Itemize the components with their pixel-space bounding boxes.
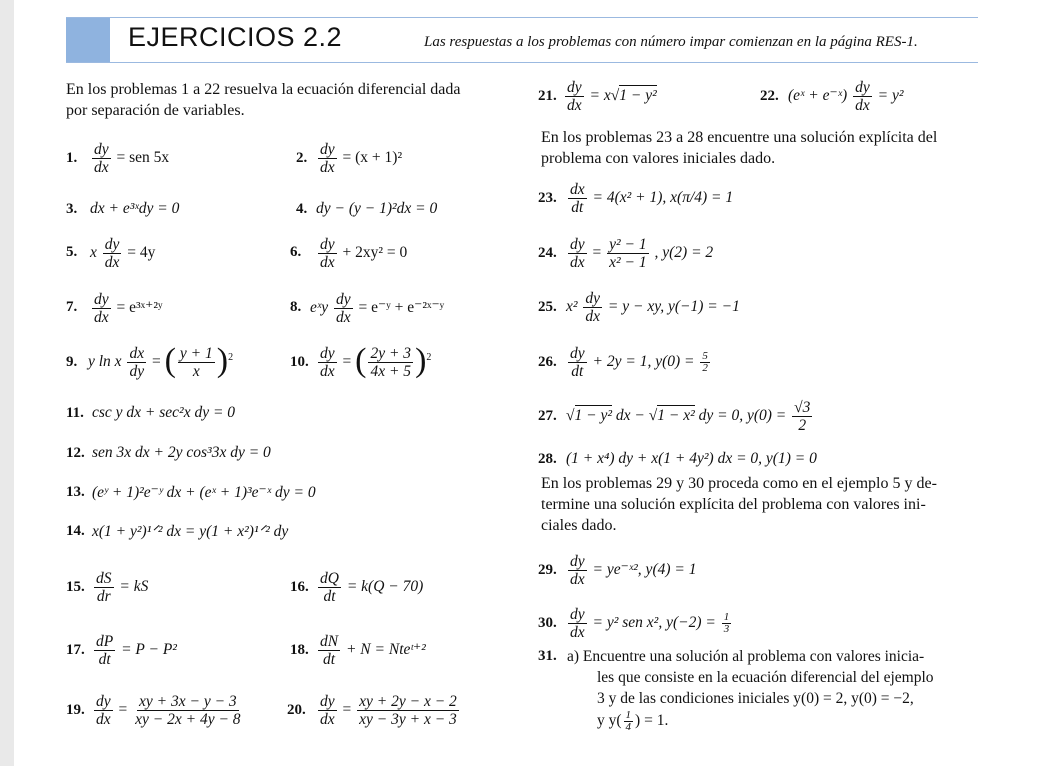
problem-number: 28. [538,451,557,467]
problem-8-equation: eˣy $\frac{dy}{dx}$ = e⁻ʸ + e⁻²ˣ⁻ʸ [310,291,445,326]
problem-15-equation: $\frac{dS}{dr}$ = kS [96,570,149,605]
page-edge-shadow [0,0,14,766]
problem-19-equation: $\frac{dy}{dx}$ = $\frac{xy + 3x - y - 3}{xy - 2x + 4y - 8}$ [96,693,241,728]
problem-17-equation: $\frac{dP}{dt}$ = P − P² [96,633,177,668]
problem-number: 3. [66,201,78,217]
problem-number: 2. [296,150,308,166]
problem-number: 6. [290,244,302,260]
problem-number: 17. [66,642,85,658]
problem-number: 27. [538,408,557,424]
problem-number: 23. [538,190,557,206]
problem-number: 19. [66,702,85,718]
problem-number: 30. [538,615,557,631]
problem-number: 8. [290,299,302,315]
intro3-line-2: termine una solución explícita del problema con valores ini- [541,496,926,513]
intro2-line-2: problema con valores iniciales dado. [541,150,776,167]
problem-20-equation: $\frac{dy}{dx}$ = $\frac{xy + 2y - x - 2}{xy - 3y + x - 3}$ [320,693,457,728]
problem-18-equation: $\frac{dN}{dt}$ + N = Nteᵗ⁺² [320,633,426,668]
problem-22-equation: (eˣ + e⁻ˣ) $\frac{dy}{dx}$ = y² [788,79,904,114]
problem-3-equation: dx + e³ˣdy = 0 [90,200,180,217]
problem-30-equation: $\frac{dy}{dx}$ = y² sen x², y(−2) = $\frac{1}{3}$ [570,606,730,641]
section-title: EJERCICIOS 2.2 [128,22,343,52]
problem-31-line-3: 3 y de las condiciones iniciales y(0) = 2, y(0) = −2, [597,690,914,707]
problem-number: 25. [538,299,557,315]
problem-number: 13. [66,484,85,500]
problem-number: 12. [66,445,85,461]
problem-24-equation: $\frac{dy}{dx}$ = $\frac{\text{y² − 1}}{\text{x² − 1}}$ , y(2) = 2 [570,236,714,271]
problem-31-line-1: a) Encuentre una solución al problema con valores inicia- [567,648,925,665]
problem-31-line-2: les que consiste en la ecuación diferencial del ejemplo [597,669,934,686]
problem-number: 31. [538,648,557,664]
problem-number: 16. [290,579,309,595]
problem-14-equation: x(1 + y²)¹ᐟ² dx = y(1 + x²)¹ᐟ² dy [92,523,289,540]
problem-number: 10. [290,354,309,370]
problem-number: 15. [66,579,85,595]
problem-number: 5. [66,244,78,260]
problem-number: 1. [66,150,78,166]
problem-5-equation: x $\frac{dy}{dx}$ = 4y [90,236,156,271]
intro-line-2: por separación de variables. [66,102,245,119]
problem-2-equation: $\frac{dy}{dx}$ = (x + 1)² [320,141,403,176]
problem-12-equation: sen 3x dx + 2y cos³3x dy = 0 [92,444,271,461]
intro3-line-1: En los problemas 29 y 30 proceda como en el ejemplo 5 y de- [541,475,937,492]
problem-number: 24. [538,245,557,261]
problem-number: 26. [538,354,557,370]
problem-16-equation: $\frac{dQ}{dt}$ = k(Q − 70) [320,570,424,605]
problem-number: 7. [66,299,78,315]
problem-number: 20. [287,702,306,718]
intro-line-1: En los problemas 1 a 22 resuelva la ecuación diferencial dada [66,81,461,98]
problem-25-equation: x² $\frac{dy}{dx}$ = y − xy, y(−1) = −1 [566,290,740,325]
problem-11-equation: csc y dx + sec²x dy = 0 [92,404,236,421]
problem-6-equation: $\frac{dy}{dx}$ + 2xy² = 0 [320,236,408,271]
problem-number: 29. [538,562,557,578]
problem-28-equation: (1 + x⁴) dy + x(1 + 4y²) dx = 0, y(1) = 0 [566,450,817,467]
header-rule-bottom [66,62,978,63]
header-rule-top [66,17,978,18]
problem-number: 21. [538,88,557,104]
intro3-line-3: ciales dado. [541,517,617,534]
problem-7-equation: $\frac{dy}{dx}$ = e³ˣ⁺²ʸ [94,291,163,326]
problem-23-equation: $\frac{dx}{dt}$ = 4(x² + 1), x(π/4) = 1 [570,181,734,216]
problem-number: 14. [66,523,85,539]
problem-27-equation: √1 − y² dx − √1 − x² dy = 0, y(0) = $\frac{√3}{2}$ [566,399,811,434]
problem-21-equation: $\frac{dy}{dx}$ = x√1 − y² [567,79,657,114]
intro2-line-1: En los problemas 23 a 28 encuentre una solución explícita del [541,129,938,146]
problem-number: 22. [760,88,779,104]
problem-9-equation: y ln x $\frac{dx}{dy}$ = ( $\frac{y + 1}{x}$ )$^2$ [88,342,234,380]
problem-31-line-4: y y( $\frac{1}{4}$ ) = 1. [597,709,669,733]
problem-29-equation: $\frac{dy}{dx}$ = ye⁻ˣ², y(4) = 1 [570,553,697,588]
header-color-block [66,18,110,62]
problem-number: 4. [296,201,308,217]
problem-4-equation: dy − (y − 1)²dx = 0 [316,200,438,217]
problem-10-equation: $\frac{dy}{dx}$ = ( $\frac{2y + 3}{4x + 5}$ )$^2$ [320,342,432,380]
answers-note: Las respuestas a los problemas con número impar comienzan en la página RES-1. [424,34,918,50]
problem-number: 9. [66,354,78,370]
problem-number: 11. [66,405,84,421]
problem-13-equation: (eʸ + 1)²e⁻ʸ dx + (eˣ + 1)³e⁻ˣ dy = 0 [92,484,316,501]
problem-1-equation: $\frac{dy}{dx}$ = sen 5x [94,141,170,176]
problem-number: 18. [290,642,309,658]
problem-26-equation: $\frac{dy}{dt}$ + 2y = 1, y(0) = $\frac{5}{2}$ [570,345,708,380]
